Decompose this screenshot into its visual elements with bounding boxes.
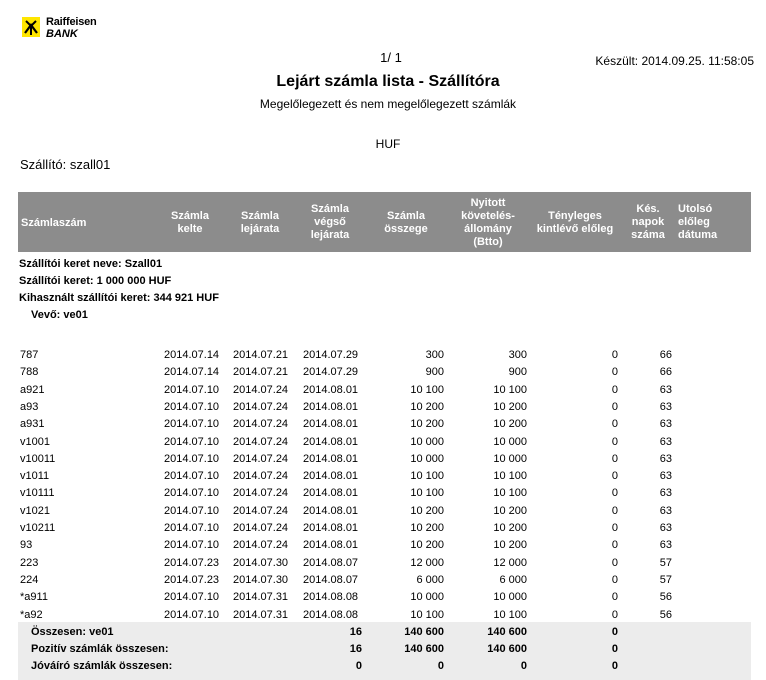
cell-amount: 10 100 [410,383,444,396]
table-row [0,382,766,399]
cell-invoice-no: v1021 [20,504,50,517]
cell-amount: 300 [425,349,444,361]
cell-issue-date: 2014.07.14 [164,349,220,361]
cell-invoice-no: v1011 [20,470,50,483]
summary-amount: 0 [437,660,444,672]
summary-label: Összesen: ve01 [31,626,114,638]
summary-row [0,624,766,641]
col-open-receivable: Nyitott követelés- állomány (Btto) [461,197,515,248]
cell-amount: 12 000 [410,556,444,569]
col-amount: Számla összege [384,210,428,235]
cell-due-date: 2014.07.31 [233,591,289,604]
raiffeisen-gable-cross-icon [22,17,40,37]
table-row [0,434,766,451]
cell-open-receivable: 10 100 [493,487,527,500]
cell-amount: 10 200 [410,418,444,431]
cell-open-receivable: 10 200 [493,504,527,517]
currency-label: HUF [375,137,401,151]
summary-open: 140 600 [487,643,527,655]
cell-open-receivable: 900 [508,366,527,379]
cell-issue-date: 2014.07.23 [164,556,220,569]
cell-amount: 10 200 [410,522,444,534]
cell-late-days: 57 [659,556,672,569]
cell-final-due-date: 2014.08.01 [303,504,359,517]
cell-final-due-date: 2014.08.01 [303,418,359,431]
table-header [18,192,751,252]
cell-late-days: 63 [659,418,672,431]
cell-due-date: 2014.07.30 [233,556,289,569]
info-limit: Szállítói keret: 1 000 000 HUF [19,275,172,287]
cell-issue-date: 2014.07.10 [164,470,220,483]
cell-late-days: 57 [659,573,672,586]
cell-issue-date: 2014.07.10 [164,539,220,552]
summary-count: 16 [349,626,362,638]
cell-open-receivable: 6 000 [499,573,527,586]
summary-open: 0 [520,660,527,672]
cell-open-receivable: 10 000 [493,452,527,465]
cell-final-due-date: 2014.08.01 [303,487,359,500]
cell-actual-advance: 0 [611,487,618,500]
cell-final-due-date: 2014.08.08 [303,591,359,604]
table-row [0,347,766,364]
table-row [0,555,766,572]
cell-invoice-no: 93 [20,539,33,552]
cell-amount: 10 200 [410,400,444,413]
table-row [0,416,766,433]
cell-due-date: 2014.07.30 [233,573,289,586]
col-final-due-date: Számla végső lejárata [310,203,350,241]
cell-invoice-no: v10011 [20,452,56,465]
table-row [0,520,766,537]
cell-invoice-no: 223 [20,556,39,569]
col-invoice-no: Számlaszám [21,217,87,229]
cell-open-receivable: 10 200 [493,418,527,431]
cell-late-days: 63 [659,539,672,552]
info-limit-name: Szállítói keret neve: Szall01 [19,258,163,270]
cell-invoice-no: 788 [20,366,39,379]
cell-open-receivable: 300 [508,349,527,361]
cell-final-due-date: 2014.08.07 [303,556,359,569]
cell-invoice-no: v10111 [20,487,55,500]
cell-issue-date: 2014.07.10 [164,418,220,431]
cell-open-receivable: 10 000 [493,591,527,604]
cell-issue-date: 2014.07.10 [164,522,220,534]
cell-amount: 900 [425,366,444,379]
cell-late-days: 63 [659,383,672,396]
cell-open-receivable: 10 200 [493,400,527,413]
table-row [0,399,766,416]
cell-actual-advance: 0 [611,400,618,413]
cell-due-date: 2014.07.21 [233,349,289,361]
table-row [0,451,766,468]
cell-due-date: 2014.07.24 [233,418,289,431]
cell-amount: 10 100 [410,487,444,500]
cell-due-date: 2014.07.21 [233,366,289,379]
cell-amount: 10 000 [410,452,444,465]
raiffeisen-logo [22,15,132,43]
table-row [0,607,766,624]
cell-actual-advance: 0 [611,539,618,552]
summary-row [0,641,766,658]
cell-amount: 10 100 [410,608,444,621]
summary-amount: 140 600 [404,626,444,638]
cell-invoice-no: *a911 [20,591,48,604]
cell-issue-date: 2014.07.14 [164,366,220,379]
cell-invoice-no: 787 [20,349,39,361]
cell-final-due-date: 2014.08.01 [303,452,359,465]
cell-late-days: 63 [659,470,672,483]
cell-late-days: 63 [659,504,672,517]
report-subtitle: Megelőlegezett és nem megelőlegezett számlák [259,97,517,111]
cell-actual-advance: 0 [611,522,618,534]
cell-late-days: 63 [659,400,672,413]
cell-actual-advance: 0 [611,608,618,621]
cell-final-due-date: 2014.08.07 [303,573,359,586]
cell-amount: 10 100 [410,470,444,483]
cell-issue-date: 2014.07.10 [164,487,220,500]
cell-actual-advance: 0 [611,556,618,569]
col-issue-date: Számla kelte [171,210,209,235]
cell-due-date: 2014.07.24 [233,539,289,552]
table-row [0,364,766,381]
info-used-limit: Kihasznált szállítói keret: 344 921 HUF [19,292,219,304]
cell-open-receivable: 10 200 [493,539,527,552]
cell-open-receivable: 10 100 [493,470,527,483]
cell-invoice-no: v1001 [20,435,50,448]
cell-open-receivable: 10 100 [493,383,527,396]
cell-invoice-no: v10211 [20,522,56,534]
cell-actual-advance: 0 [611,349,618,361]
cell-due-date: 2014.07.24 [233,400,289,413]
cell-due-date: 2014.07.24 [233,487,289,500]
cell-late-days: 56 [659,591,672,604]
created-timestamp: Készült: 2014.09.25. 11:58:05 [595,54,754,68]
cell-final-due-date: 2014.08.01 [303,435,359,448]
cell-issue-date: 2014.07.10 [164,608,220,621]
cell-due-date: 2014.07.31 [233,608,289,621]
cell-issue-date: 2014.07.10 [164,504,220,517]
summary-advance: 0 [611,626,618,638]
cell-due-date: 2014.07.24 [233,504,289,517]
cell-invoice-no: a921 [20,383,45,396]
report-title: Lejárt számla lista - Szállítóra [276,73,500,90]
cell-actual-advance: 0 [611,591,618,604]
summary-row [0,658,766,675]
col-actual-advance: Tényleges kintlévő előleg [536,210,614,235]
cell-open-receivable: 12 000 [493,556,527,569]
cell-due-date: 2014.07.24 [233,522,289,534]
summary-count: 16 [349,643,362,655]
cell-actual-advance: 0 [611,366,618,379]
summary-count: 0 [355,660,362,672]
cell-final-due-date: 2014.07.29 [303,366,359,379]
cell-late-days: 56 [659,608,672,621]
cell-final-due-date: 2014.08.01 [303,539,359,552]
cell-invoice-no: 224 [20,573,39,586]
summary-advance: 0 [611,660,618,672]
cell-amount: 10 000 [410,435,444,448]
summary-open: 140 600 [487,626,527,638]
cell-invoice-no: a93 [20,400,39,413]
cell-open-receivable: 10 100 [493,608,527,621]
cell-due-date: 2014.07.24 [233,435,289,448]
cell-actual-advance: 0 [611,383,618,396]
cell-final-due-date: 2014.08.01 [303,383,359,396]
cell-amount: 10 200 [410,504,444,517]
table-row [0,572,766,589]
cell-amount: 6 000 [416,573,444,586]
cell-late-days: 63 [659,452,672,465]
cell-issue-date: 2014.07.10 [164,591,220,604]
cell-actual-advance: 0 [611,452,618,465]
col-last-advance-date: Utolsó előleg dátuma [678,203,718,241]
cell-invoice-no: *a92 [20,608,43,621]
cell-open-receivable: 10 200 [493,522,527,534]
cell-actual-advance: 0 [611,470,618,483]
cell-due-date: 2014.07.24 [233,383,289,396]
supplier-label: Szállító: szall01 [20,157,111,172]
summary-label: Jóváíró számlák összesen: [31,660,173,672]
cell-final-due-date: 2014.07.29 [303,349,359,361]
cell-final-due-date: 2014.08.08 [303,608,359,621]
table-row [0,589,766,606]
brand-line2: BANK [46,28,78,40]
cell-late-days: 66 [659,366,672,379]
cell-invoice-no: a931 [20,418,45,431]
cell-final-due-date: 2014.08.01 [303,400,359,413]
cell-due-date: 2014.07.24 [233,452,289,465]
cell-late-days: 63 [659,522,672,534]
cell-actual-advance: 0 [611,435,618,448]
cell-late-days: 66 [659,349,672,361]
brand-line1: Raiffeisen [46,16,97,28]
table-row [0,485,766,502]
page-number: 1/ 1 [380,50,402,65]
info-buyer: Vevő: ve01 [31,309,88,321]
cell-issue-date: 2014.07.10 [164,383,220,396]
cell-issue-date: 2014.07.10 [164,435,220,448]
cell-actual-advance: 0 [611,504,618,517]
cell-final-due-date: 2014.08.01 [303,470,359,483]
summary-label: Pozitív számlák összesen: [31,643,169,655]
cell-late-days: 63 [659,435,672,448]
cell-issue-date: 2014.07.23 [164,573,220,586]
col-late-days: Kés. napok száma [631,203,665,241]
cell-actual-advance: 0 [611,418,618,431]
cell-open-receivable: 10 000 [493,435,527,448]
cell-issue-date: 2014.07.10 [164,400,220,413]
cell-due-date: 2014.07.24 [233,470,289,483]
cell-final-due-date: 2014.08.01 [303,522,359,534]
col-due-date: Számla lejárata [240,210,280,235]
summary-advance: 0 [611,643,618,655]
cell-late-days: 63 [659,487,672,500]
table-row [0,537,766,554]
cell-amount: 10 200 [410,539,444,552]
table-row [0,468,766,485]
table-row [0,503,766,520]
cell-issue-date: 2014.07.10 [164,452,220,465]
cell-amount: 10 000 [410,591,444,604]
summary-amount: 140 600 [404,643,444,655]
cell-actual-advance: 0 [611,573,618,586]
